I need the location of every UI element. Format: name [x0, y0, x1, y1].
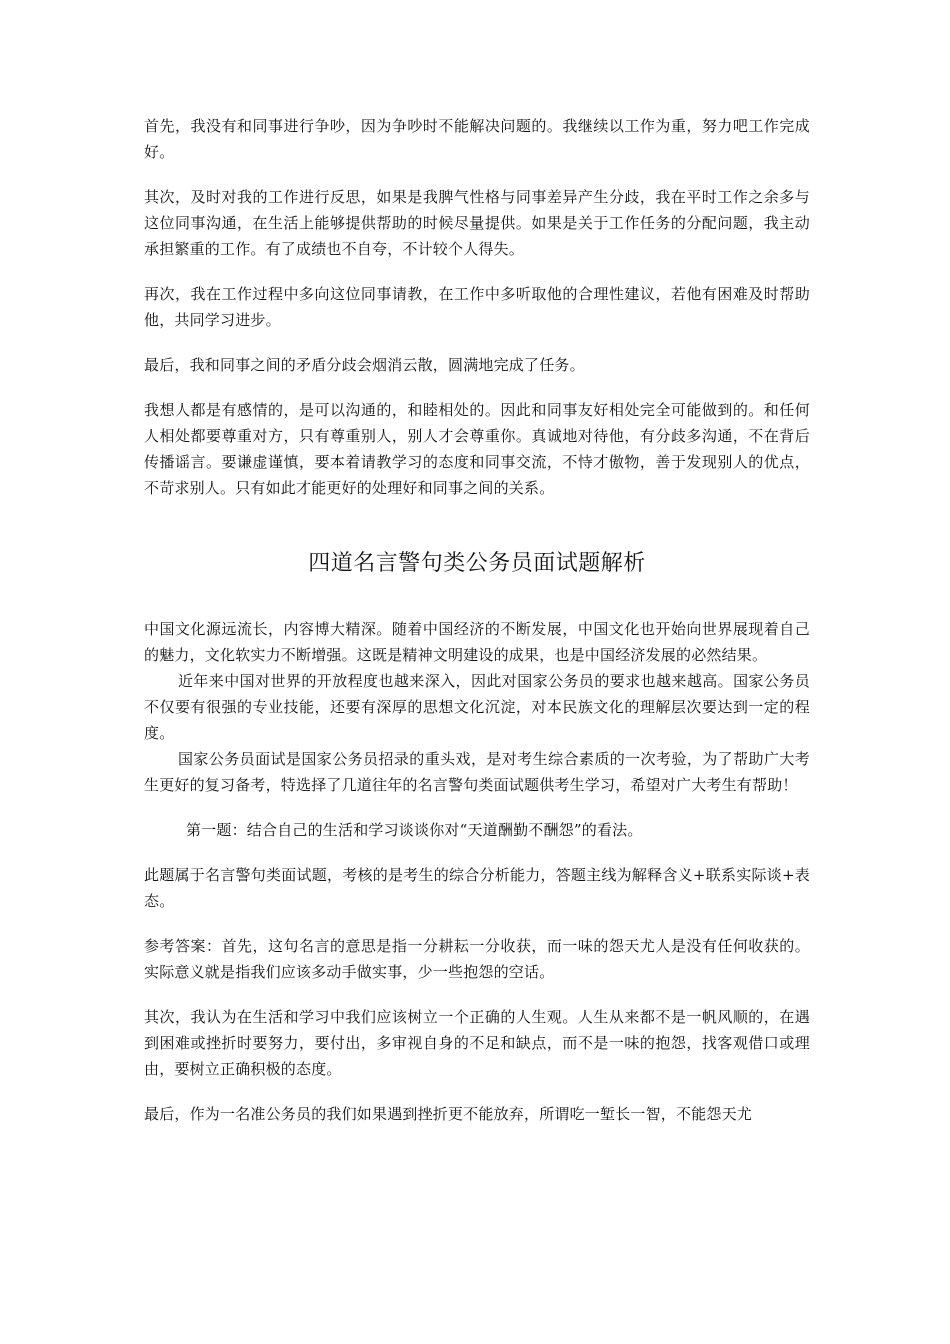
- paragraph-third: 再次，我在工作过程中多向这位同事请教，在工作中多听取他的合理性建议，若他有困难及时帮助他，共同学习进步。: [144, 285, 810, 329]
- paragraph-fourth: 最后，我和同事之间的矛盾分歧会烟消云散，圆满地完成了任务。: [144, 356, 585, 374]
- document-body: [144, 113, 810, 1127]
- intro-paragraph-2: 近年来中国对世界的开放程度也越来深入，因此对国家公务员的要求也越来越高。国家公务员不仅要有很强的专业技能，还要有深厚的思想文化沉淀，对本民族文化的理解层次要达到一定的程度。: [144, 672, 810, 742]
- answer-paragraph-2: 其次，我认为在生活和学习中我们应该树立一个正确的人生观。人生从来都不是一帆风顺的，在遇到困难或挫折时要努力，要付出，多审视自身的不足和缺点，而不是一味的抱怨，找客观借口或理由，要树立正确积极的态度。: [144, 1008, 810, 1078]
- question-analysis: 此题属于名言警句类面试题，考核的是考生的综合分析能力，答题主线为解释含义+联系实际谈+表态。: [144, 866, 810, 910]
- answer-paragraph-1: 参考答案：首先，这句名言的意思是指一分耕耘一分收获，而一味的怨天尤人是没有任何收获的。实际意义就是指我们应该多动手做实事，少一些抱怨的空话。: [144, 937, 810, 981]
- paragraph-conclusion: 我想人都是有感情的，是可以沟通的，和睦相处的。因此和同事友好相处完全可能做到的。和任何人相处都要尊重对方，只有尊重别人，别人才会尊重你。真诚地对待他，有分歧多沟通，不在背后传播谣言。要谦虚谨慎，要本着请教学习的态度和同事交流，不恃才傲物，善于发现别人的优点，不苛求别人。只有如此才能更好的处理好和同事之间的关系。: [144, 401, 810, 497]
- paragraph-first: 首先，我没有和同事进行争吵，因为争吵时不能解决问题的。我继续以工作为重，努力吧工作完成好。: [144, 117, 810, 161]
- answer-paragraph-3: 最后，作为一名准公务员的我们如果遇到挫折更不能放弃，所谓吃一堑长一智，不能怨天尤: [144, 1105, 753, 1123]
- intro-paragraph-1: 中国文化源远流长，内容博大精深。随着中国经济的不断发展，中国文化也开始向世界展现着自己的魅力，文化软实力不断增强。这既是精神文明建设的成果，也是中国经济发展的必然结果。: [144, 620, 810, 664]
- intro-paragraph-3: 国家公务员面试是国家公务员招录的重头戏，是对考生综合素质的一次考验，为了帮助广大考生更好的复习备考，特选择了几道往年的名言警句类面试题供考生学习，希望对广大考生有帮助！: [144, 750, 810, 794]
- article-title: 四道名言警句类公务员面试题解析: [308, 551, 646, 576]
- paragraph-second: 其次，及时对我的工作进行反思，如果是我脾气性格与同事差异产生分歧，我在平时工作之余多与这位同事沟通，在生活上能够提供帮助的时候尽量提供。如果是关于工作任务的分配问题，我主动承担繁重的工作。有了成绩也不自夸，不计较个人得失。: [144, 188, 810, 258]
- question-1: 第一题：结合自己的生活和学习谈谈你对“天道酬勤不酬怨”的看法。: [186, 821, 643, 839]
